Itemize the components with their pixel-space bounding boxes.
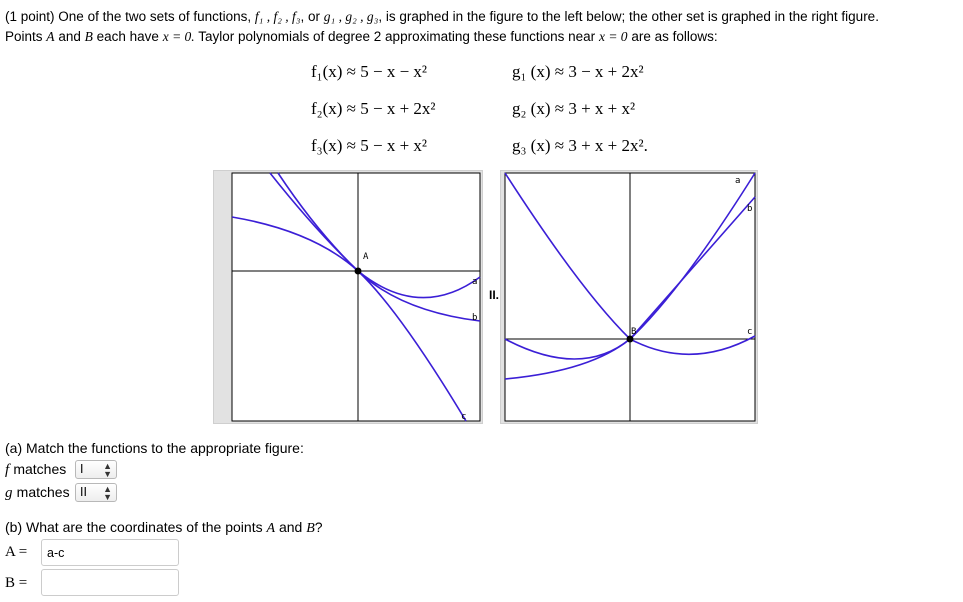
f-match-select[interactable] [75, 460, 117, 479]
g-symbol: g [5, 485, 13, 501]
intro-points: Points [5, 29, 43, 44]
curve-II-a-label: a [735, 176, 741, 186]
problem-intro [5, 7, 955, 47]
equation-g1: g₁ (x) ≈ 3 − x + 2x² [512, 62, 644, 81]
figure-II [500, 170, 758, 424]
point-B-label: B [631, 327, 637, 337]
intro-or: , or [300, 9, 321, 24]
part-b-B: B [306, 521, 315, 536]
intro-follows: are as follows: [631, 29, 718, 44]
A-coordinates-input[interactable] [41, 539, 179, 566]
intro-line-1 [5, 7, 955, 27]
g-match-select[interactable] [75, 483, 117, 502]
part-b-A: A [266, 521, 276, 536]
figure-I [213, 170, 483, 424]
g-match-row [5, 484, 70, 502]
intro-line-2 [5, 27, 955, 47]
intro-each-have: each have [96, 29, 159, 44]
part-b-q: ? [314, 519, 323, 535]
B-coordinates-input[interactable] [41, 569, 179, 596]
intro-and: and [58, 29, 81, 44]
f-match-row [5, 461, 66, 479]
A-equals-label: A = [5, 544, 28, 560]
g-matches-text: matches [16, 484, 70, 500]
f-match-value: I [80, 462, 84, 476]
B-equals-label: B = [5, 575, 28, 591]
point-A-symbol: A [46, 29, 55, 44]
figure-II-label: II. [489, 288, 500, 302]
figure-I-plot [214, 171, 482, 423]
equation-f3: f₃(x) ≈ 5 − x + x² [311, 136, 428, 155]
curve-I-b-label: b [472, 313, 478, 323]
part-b-heading-text: (b) What are the coordinates of the points [5, 519, 263, 535]
part-b-and: and [278, 519, 303, 535]
part-a-heading: (a) Match the functions to the appropriate figure: [5, 440, 304, 456]
part-b-heading [5, 519, 323, 537]
figure-II-plot [501, 171, 757, 423]
point-A-marker [355, 268, 362, 275]
x-equals-zero-2: x = 0 [598, 29, 628, 44]
x-equals-zero: x = 0. [162, 29, 195, 44]
intro-taylor: Taylor polynomials of degree 2 approximating these functions near [198, 29, 596, 44]
curve-I-a-label: a [472, 277, 478, 287]
f-symbol: f [5, 462, 10, 478]
equation-f2: f₂(x) ≈ 5 − x + 2x² [311, 99, 436, 118]
points-label: (1 point) [5, 9, 55, 24]
f-matches-text: matches [13, 461, 67, 477]
select-arrows-icon: ▲ ▼ [103, 484, 112, 502]
curve-II-c-label: c [747, 327, 753, 337]
equation-g3: g₃ (x) ≈ 3 + x + 2x². [512, 136, 648, 155]
point-B-symbol: B [84, 29, 93, 44]
curve-I-c-label: c [461, 412, 467, 422]
g-list: g₁ , g₂ , g₃ [323, 9, 379, 24]
intro-text-1: One of the two sets of functions, [58, 9, 252, 24]
equation-g2: g₂ (x) ≈ 3 + x + x² [512, 99, 636, 118]
select-arrows-icon: ▲ ▼ [103, 461, 112, 479]
equation-f1: f₁(x) ≈ 5 − x − x² [311, 62, 428, 81]
point-A-label: A [363, 252, 369, 262]
g-match-value: II [80, 485, 87, 499]
intro-text-1-end: , is graphed in the figure to the left below; the other set is graphed in the right figure. [378, 9, 879, 24]
curve-II-b-label: b [747, 204, 753, 214]
f-list: f₁ , f₂ , f₃ [254, 9, 301, 24]
